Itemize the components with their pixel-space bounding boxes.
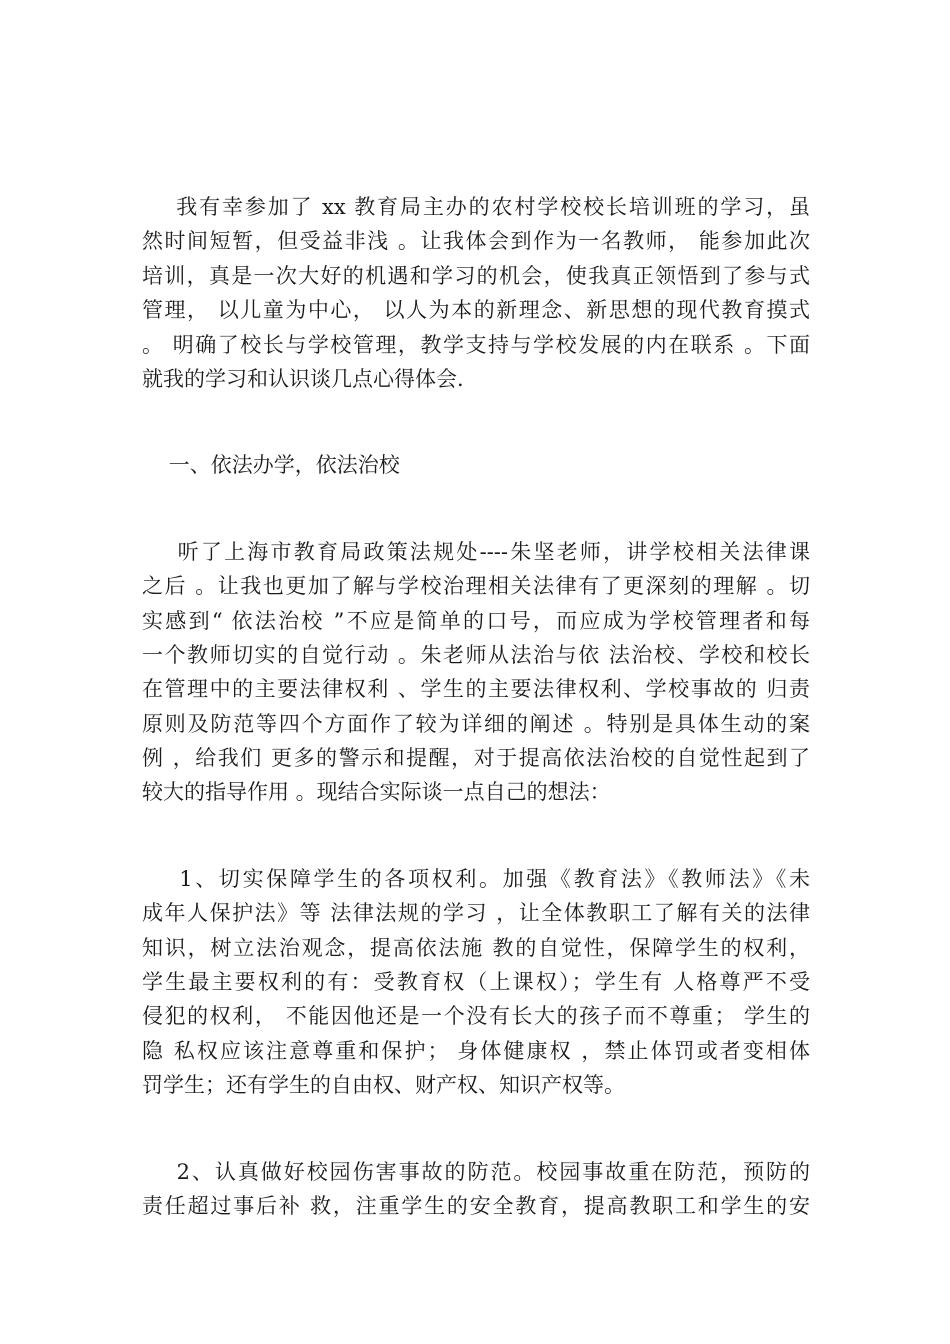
text-line: 培训，真是一次大好的机遇和学习的机会，使我真正领悟到了参与式: [142, 263, 810, 288]
point-1-paragraph: [142, 862, 810, 1103]
text-line: 我有幸参加了 xx 教育局主办的农村学校校长培训班的学习，虽: [142, 195, 810, 219]
text-line: 然时间短暂，但受益非浅 。让我体会到作为一名教师， 能参加此次: [142, 229, 810, 254]
text-line: 一个教师切实的自觉行动 。朱老师从法治与依 法治校、学校和校长: [142, 642, 810, 667]
text-line: 较大的指导作用 。现结合实际谈一点自己的想法：: [142, 780, 611, 805]
text-line: 成年人保护法》等 法律法规的学习 ，让全体教职工了解有关的法律: [142, 901, 810, 926]
text-line: 例 ，给我们 更多的警示和提醒，对于提高依法治校的自觉性起到了: [142, 746, 810, 771]
text-line: 管理， 以儿童为中心， 以人为本的新理念、新思想的现代教育摸式: [142, 298, 810, 323]
text-line: 听了上海市教育局政策法规处----朱坚老师，讲学校相关法律课: [142, 539, 810, 564]
text-line: 在管理中的主要法律权利 、学生的主要法律权利、学校事故的 归责: [142, 677, 810, 702]
text-line: 。 明确了校长与学校管理，教学支持与学校发展的内在联系 。下面: [142, 332, 810, 357]
heading-text: 一、依法办学，依法治校: [142, 453, 400, 478]
text-line: 隐 私权应该注意尊重和保护； 身体健康权 ，禁止体罚或者变相体: [142, 1038, 810, 1063]
text-line: 1、切实保障学生的各项权利。加强《教育法》《教师法》《未: [142, 866, 810, 891]
text-line: 知识，树立法治观念，提高依法施 教的自觉性，保障学生的权利，: [142, 935, 810, 960]
section-heading: [142, 448, 810, 482]
intro-paragraph: [142, 190, 810, 396]
text-line: 罚学生；还有学生的自由权、财产权、知识产权等。: [142, 1073, 625, 1098]
point-2-paragraph: [142, 1155, 810, 1224]
text-line: 原则及防范等四个方面作了较为详细的阐述 。特别是具体生动的案: [142, 711, 810, 736]
text-line: 就我的学习和认识谈几点心得体会.: [142, 366, 464, 391]
section-paragraph: [142, 535, 810, 810]
text-line: 2、认真做好校园伤害事故的防范。校园事故重在防范，预防的: [142, 1159, 810, 1184]
text-line: 侵犯的权利， 不能因他还是一个没有长大的孩子而不尊重； 学生的: [142, 1004, 810, 1029]
text-line: 实感到“ 依法治校 ”不应是简单的口号，而应成为学校管理者和每: [142, 608, 810, 633]
text-line: 之后 。让我也更加了解与学校治理相关法律有了更深刻的理解 。切: [142, 574, 810, 599]
document-page: [142, 190, 810, 1223]
text-line: 责任超过事后补 救，注重学生的安全教育，提高教职工和学生的安: [142, 1193, 810, 1218]
text-line: 学生最主要权利的有：受教育权（上课权）；学生有 人格尊严不受: [142, 970, 810, 995]
